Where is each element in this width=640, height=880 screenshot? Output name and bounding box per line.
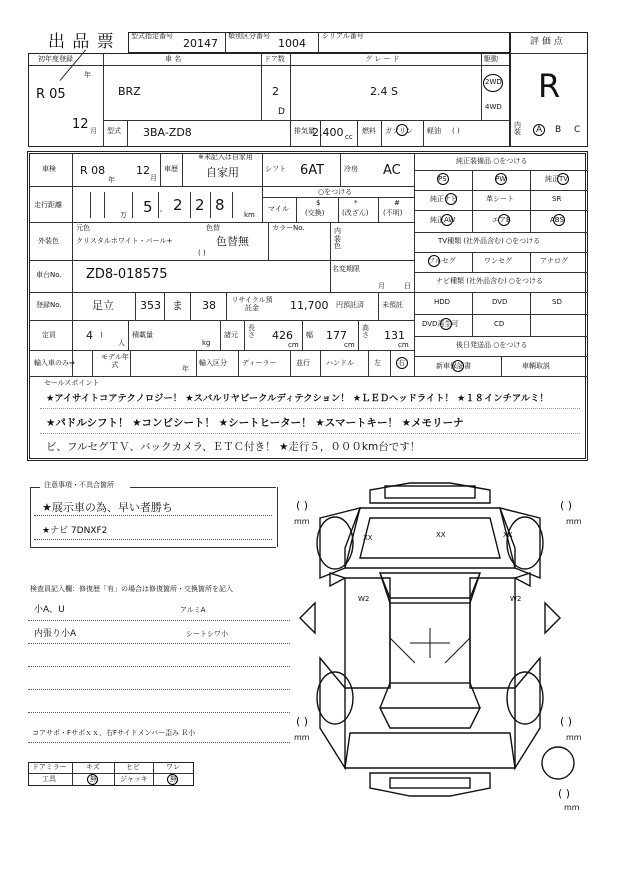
mileage-label: 走行距離 xyxy=(34,201,62,209)
later-title: 後日発送品 ○をつける xyxy=(456,341,528,349)
history-note: ※未記入は自家用 xyxy=(198,153,253,161)
inspector-row6: コアサポ・Fサポｘｘ、右Fサイドメンバー歪み Ｒ小 xyxy=(32,729,196,737)
mm-fl: mm xyxy=(294,517,310,526)
model-code: 3BA-ZD8 xyxy=(143,126,192,139)
registration-era: R 05 xyxy=(36,87,66,102)
nav-sd: SD xyxy=(552,298,562,306)
table-header-break: ワレ xyxy=(166,763,180,771)
first-registration-label: 初年度登録 xyxy=(38,55,73,63)
inspection-month: 12 xyxy=(136,164,150,177)
fuel-diesel: 軽油 xyxy=(427,127,441,135)
damage-xx-left: XX xyxy=(363,534,373,542)
recycle-label: リサイクル預託金 xyxy=(231,296,273,313)
car-name: BRZ xyxy=(118,85,141,98)
shift-value: 6AT xyxy=(300,163,325,178)
tv-fullseg: フルセグ xyxy=(428,257,456,265)
capacity-value: 4 xyxy=(86,329,93,342)
comma: , xyxy=(160,205,163,213)
equip-navi: 純正ナビ xyxy=(430,195,458,203)
color-change: 色替無 xyxy=(216,235,249,248)
color-code-label: カラーNo. xyxy=(272,224,305,232)
doors-label: ドア数 xyxy=(264,55,285,63)
inspector-label: 検査員記入欄：修復歴「有」の場合は修復箇所・交換箇所を記入 xyxy=(30,585,233,593)
model-year-label: モデル年式 xyxy=(101,353,129,370)
nav-hdd: HDD xyxy=(434,298,451,306)
bracket-rl: ( ) xyxy=(296,715,309,728)
table-tools: 工具 xyxy=(42,775,56,783)
recycle-amount: 11,700 xyxy=(290,299,329,312)
table-jack-value: 無 xyxy=(170,775,177,783)
drive-2wd: 2WD xyxy=(485,78,502,86)
tv-oneseg: ワンセグ xyxy=(484,257,512,265)
model-year-unit: 年 xyxy=(182,365,189,373)
recycle-unpaid: 未預託 xyxy=(382,301,403,309)
grade-label: グ レ ー ド xyxy=(365,55,400,63)
original-color-label: 元色 xyxy=(76,224,90,232)
width-label: 幅 xyxy=(306,331,313,339)
meter-exchange: (交換) xyxy=(305,209,325,217)
table-tools-value: 無 xyxy=(90,775,97,783)
bracket-fr: ( ) xyxy=(560,499,573,512)
load-unit: kg xyxy=(202,339,211,347)
sales-point-line3: ビ、フルセグＴＶ、バックカメラ、ＥＴＣ付き！ ★走行５，０００km台です！ xyxy=(46,441,421,453)
door-type: D xyxy=(278,107,285,117)
history-value: 自家用 xyxy=(206,166,239,179)
name-change-label: 名変期限 xyxy=(332,265,360,273)
fuel-label: 燃料 xyxy=(362,127,376,135)
meter-unknown: (不明) xyxy=(383,209,403,217)
length-label: 長さ xyxy=(248,324,255,339)
table-header-mirror: ドアミラー xyxy=(32,763,67,771)
handle-label: ハンドル xyxy=(326,359,354,367)
km-unit: km xyxy=(244,211,255,219)
capacity-label: 定員 xyxy=(42,331,56,339)
doors-value: 2 xyxy=(272,85,279,98)
tv-title: TV種類 (社外品含む) ○をつける xyxy=(438,237,541,245)
bracket-fl: ( ) xyxy=(296,499,309,512)
ac-value: AC xyxy=(383,163,401,178)
nav-dvd: DVD xyxy=(492,298,508,306)
mileage-digit-3: 8 xyxy=(215,196,225,214)
registration-area: 足立 xyxy=(92,299,114,312)
car-name-label: 車 名 xyxy=(165,55,182,63)
equip-leather: 革シート xyxy=(486,195,514,203)
equip-pw: PW xyxy=(495,175,507,183)
chassis-label: 車台No. xyxy=(36,271,62,279)
original-color: クリスタルホワイト・パール+ xyxy=(76,237,173,245)
chassis-number: ZD8-018575 xyxy=(86,267,168,282)
drive-4wd: 4WD xyxy=(485,103,502,111)
class-number-label: 類別区分番号 xyxy=(228,32,270,40)
evaluation-score: R xyxy=(538,67,561,105)
notes-line2: ★ナビ 7DNXF2 xyxy=(42,526,108,536)
name-change-month: 月 xyxy=(378,282,385,290)
exterior-color-label: 外装色 xyxy=(38,237,59,245)
mm-spare: mm xyxy=(564,803,580,812)
meter-star: * xyxy=(354,199,358,207)
damage-w2-right: W2 xyxy=(510,595,522,603)
mm-rl: mm xyxy=(294,733,310,742)
registration-number: 38 xyxy=(202,299,216,312)
size-label: 諸元 xyxy=(224,331,238,339)
sales-point-line2: ★パドルシフト！ ★コンビシート！ ★シートヒーター！ ★スマートキー！ ★メモリーナ xyxy=(46,417,464,429)
handle-right: 右 xyxy=(398,359,405,367)
displacement-unit: cc xyxy=(345,133,353,141)
color-change-paren: ( ) xyxy=(198,249,206,257)
fuel-gasoline: ガソリン xyxy=(385,127,413,135)
auth-number-label: 型式指定番号 xyxy=(131,32,173,40)
meter-dollar: $ xyxy=(316,199,321,207)
registration-kana: ま xyxy=(172,299,183,312)
serial-number-label: シリアル番号 xyxy=(322,32,364,40)
length-value: 426 xyxy=(272,329,293,342)
inspection-year-unit: 年 xyxy=(108,176,115,184)
table-header-crack: ヒビ xyxy=(126,763,140,771)
fuel-other: ( ) xyxy=(452,127,460,135)
auth-number-value: 20147 xyxy=(183,37,218,50)
table-jack: ジャッキ xyxy=(120,775,148,783)
notes-label: 注意事項・不具合箇所 xyxy=(44,481,114,489)
inspection-label: 車検 xyxy=(42,165,56,173)
width-unit: cm xyxy=(344,341,355,349)
form-title: 出 品 票 xyxy=(48,32,115,52)
equip-airbag: エアB xyxy=(492,216,511,224)
tv-analog: アナログ xyxy=(540,257,568,265)
bracket-rr: ( ) xyxy=(560,715,573,728)
height-label: 高さ xyxy=(362,324,369,339)
bracket-spare: ( ) xyxy=(558,787,571,800)
height-unit: cm xyxy=(398,341,409,349)
grade-value: 2.4 S xyxy=(370,85,398,98)
mm-fr: mm xyxy=(566,517,582,526)
name-change-day: 日 xyxy=(404,282,411,290)
displacement-label: 排気量 xyxy=(294,127,315,135)
inspector-row1-right: アルミA xyxy=(180,606,206,614)
car-damage-diagram xyxy=(290,478,590,808)
interior-grade-c: C xyxy=(574,125,581,135)
mileage-digit-2: 2 xyxy=(195,196,205,214)
meter-note: ○をつける xyxy=(318,188,353,196)
inspection-era: R 08 xyxy=(80,164,106,177)
equipment-title: 純正装備品 ○をつける xyxy=(456,157,528,165)
recycle-unit: 円預託済 xyxy=(336,301,364,309)
height-value: 131 xyxy=(384,329,405,342)
model-label: 型式 xyxy=(107,127,121,135)
mileage-digit-1: 2 xyxy=(173,196,183,214)
nav-cd: CD xyxy=(494,320,505,328)
capacity-unit: 人 xyxy=(118,339,125,347)
man-unit: 万 xyxy=(120,211,127,219)
import-dealer: ディーラー xyxy=(242,359,277,367)
load-label: 積載量 xyxy=(132,331,153,339)
inspection-month-unit: 月 xyxy=(150,174,157,182)
history-label: 車歴 xyxy=(164,165,178,173)
import-label: 輸入車のみ⇒ xyxy=(34,359,75,367)
interior-grade-a: A xyxy=(536,125,543,135)
nav-title: ナビ種類 (社外品含む) ○をつける xyxy=(436,277,544,285)
inspector-row1-left: 小A、U xyxy=(34,605,65,615)
drive-label: 駆動 xyxy=(484,55,498,63)
equip-abs: ABS xyxy=(550,216,564,224)
damage-w2-left: W2 xyxy=(358,595,370,603)
width-value: 177 xyxy=(326,329,347,342)
equip-tv: 純正TV xyxy=(545,175,569,183)
mileage-man: 5 xyxy=(143,198,153,216)
meter-hash: # xyxy=(394,199,400,207)
interior-color-label: 内装色 xyxy=(334,227,341,251)
registration-month: 12 xyxy=(72,117,89,132)
later-warranty: 新車保証書 xyxy=(436,362,471,370)
ac-label: 冷房 xyxy=(344,165,358,173)
nav-dvd-play: DVD再生可 xyxy=(422,320,459,328)
interior-grade-b: B xyxy=(555,125,562,135)
inspector-row2-left: 内張り小A xyxy=(34,629,77,639)
meter-mile: マイル xyxy=(268,205,289,213)
evaluation-label: 評 価 点 xyxy=(530,37,563,47)
meter-tamper: (改ざん) xyxy=(342,209,369,217)
damage-xx-center: XX xyxy=(436,531,446,539)
notes-line1: ★展示車の為、早い者勝ち xyxy=(42,501,173,514)
sales-point-label: セールスポイント xyxy=(44,379,100,387)
later-manual: 車輌取説 xyxy=(522,362,550,370)
handle-left: 左 xyxy=(374,359,381,367)
equip-sr: SR xyxy=(552,195,562,203)
year-unit: 年 xyxy=(84,71,91,79)
month-unit: 月 xyxy=(90,127,97,135)
import-type-label: 輸入区分 xyxy=(199,359,227,367)
class-number-value: 1004 xyxy=(278,37,306,50)
table-header-scratch: キズ xyxy=(86,763,100,771)
registration-label: 登録No. xyxy=(36,301,62,309)
inspector-row2-right: シートシワ小 xyxy=(186,630,228,638)
equip-ps: PS xyxy=(438,175,447,183)
equip-aw: 純正AW xyxy=(430,216,456,224)
import-parallel: 並行 xyxy=(296,359,310,367)
damage-xx-right: XX xyxy=(503,531,513,539)
interior-grade-label: 内装 xyxy=(514,121,521,136)
displacement-value: 2,400 xyxy=(312,126,344,139)
color-change-label: 色替 xyxy=(206,224,220,232)
mm-rr: mm xyxy=(566,733,582,742)
capacity-paren: ) xyxy=(100,331,103,339)
shift-label: シフト xyxy=(265,165,286,173)
length-unit: cm xyxy=(288,341,299,349)
sales-point-line1: ★アイサイトコアテクノロジー！ ★スバルリヤビークルディテクション！ ★ＬＥＤヘッドライト！ ★１８インチアルミ！ xyxy=(46,393,549,404)
registration-class: 353 xyxy=(140,299,161,312)
